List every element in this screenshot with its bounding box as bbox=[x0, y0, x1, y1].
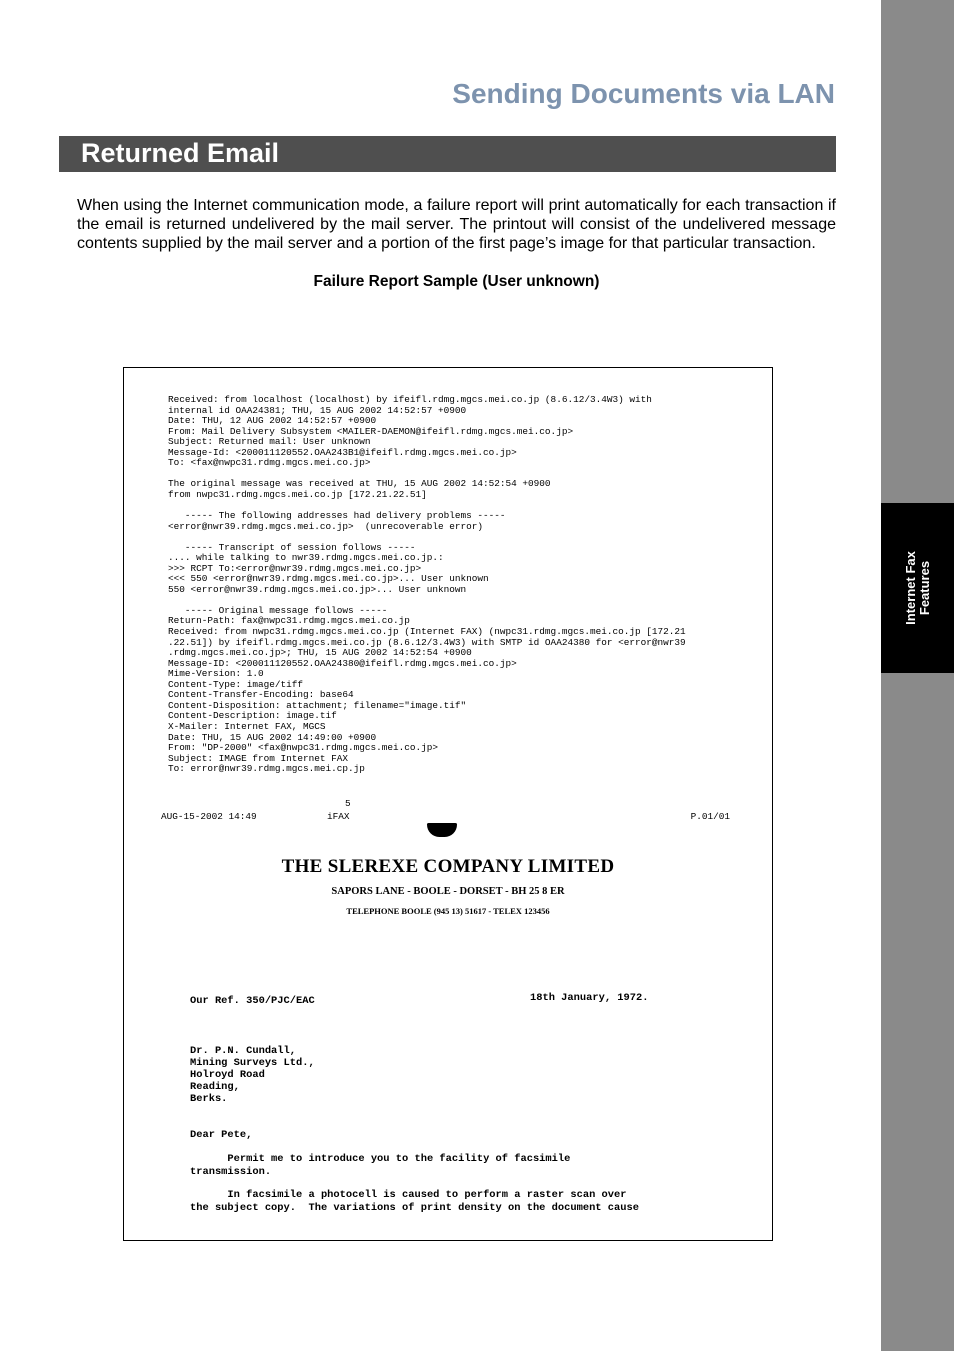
chapter-tab bbox=[881, 503, 954, 673]
fax-registration-mark bbox=[427, 823, 457, 837]
letter-paragraph-1: Permit me to introduce you to the facility of facsimile transmission. bbox=[190, 1153, 571, 1178]
page-title: Returned Email bbox=[81, 138, 280, 168]
failure-report-sample bbox=[123, 367, 773, 1241]
intro-paragraph: When using the Internet communication mode, a failure report will print automatically for each transaction if the email is returned undelivered by the mail server. The printout will consist of the undelivered message contents supplied by the mail server and a portion of the first page’s image for that particular transaction. bbox=[77, 197, 836, 252]
section-title: Sending Documents via LAN bbox=[452, 78, 835, 109]
company-name: THE SLEREXE COMPANY LIMITED bbox=[281, 856, 615, 877]
company-address: SAPORS LANE - BOOLE - DORSET - BH 25 8 ER bbox=[331, 886, 565, 897]
letter-date: 18th January, 1972. bbox=[530, 992, 649, 1004]
letter-address: Dr. P.N. Cundall, Mining Surveys Ltd., Holroyd Road Reading, Berks. bbox=[190, 1045, 315, 1105]
returned-email-text: Received: from localhost (localhost) by ifeifl.rdmg.mgcs.mei.co.jp (8.6.12/3.4W3) with internal id OAA24381; THU, 15 AUG 2002 14:52:57 +0900 Date: THU, 12 AUG 2002 14:52:57 +0900 From: Mail Delivery Subsystem <MAILER-DAEMON@ifeifl.rdmg.mgcs.mei.co.jp> Subject: Returned mail: User unknown Message-Id: <200011120552.OAA243B1@ifeifl.rdmg.mgcs.mei.co.jp> To: <fax@nwpc31.rdmg.mgcs.mei.co.jp> The original message was received at THU, 15 AUG 2002 14:52:54 +0900 from nwpc31.rdmg.mgcs.mei.co.jp [172.21.22.51] ----- The following addresses had delivery problems ----- <error@nwr39.rdmg.mgcs.mei.co.jp> (unrecoverable error) ----- Transcript of session follows ----- .... while talking to nwr39.rdmg.mgcs.mei.co.jp.: >>> RCPT To:<error@nwr39.rdmg.mgcs.mei.co.jp> <<< 550 <error@nwr39.rdmg.mgcs.mei.co.jp>... User unknown 550 <error@nwr39.rdmg.mgcs.mei.co.jp>... User unknown ----- Original message follows ----- Return-Path: fax@nwpc31.rdmg.mgcs.mei.co.jp Received: from nwpc31.rdmg.mgcs.mei.co.jp (Internet FAX) (nwpc31.rdmg.mgcs.mei.co.jp [172.21 .22.51]) by ifeifl.rdmg.mgcs.mei.co.jp (8.6.12/3.4W3) with SMTP id OAA24380 for <error@nwr39 .rdmg.mgcs.mei.co.jp>; THU, 15 AUG 2002 14:52:54 +0900 Message-ID: <200011120552.OAA24380@ifeifl.rdmg.mgcs.mei.co.jp> Mime-Version: 1.0 Content-Type: image/tiff Content-Transfer-Encoding: base64 Content-Disposition: attachment; filename="image.tif" Content-Description: image.tif X-Mailer: Internet FAX, MGCS Date: THU, 15 AUG 2002 14:49:00 +0900 From: "DP-2000" <fax@nwpc31.rdmg.mgcs.mei.co.jp> Subject: IMAGE from Internet FAX To: error@nwr39.rdmg.mgcs.mei.cp.jp bbox=[168, 394, 686, 775]
figure-caption: Failure Report Sample (User unknown) bbox=[313, 273, 600, 290]
fax-page-number: 5 bbox=[345, 798, 351, 809]
letterhead bbox=[124, 856, 772, 916]
fax-source: iFAX bbox=[327, 811, 350, 822]
page-title-bar bbox=[59, 136, 836, 172]
side-strip bbox=[881, 0, 954, 1351]
fax-header bbox=[124, 796, 772, 826]
chapter-tab-label: Internet Fax Features bbox=[902, 551, 932, 625]
letter-ref: Our Ref. 350/PJC/EAC bbox=[190, 995, 315, 1007]
letter-greeting: Dear Pete, bbox=[190, 1129, 253, 1141]
letter-paragraph-2: In facsimile a photocell is caused to perform a raster scan over the subject copy. The variations of print density on the document cause bbox=[190, 1189, 639, 1214]
company-telephone: TELEPHONE BOOLE (945 13) 51617 - TELEX 123456 bbox=[346, 906, 550, 916]
fax-page-count: P.01/01 bbox=[690, 811, 730, 822]
fax-date: AUG-15-2002 14:49 bbox=[161, 811, 257, 822]
